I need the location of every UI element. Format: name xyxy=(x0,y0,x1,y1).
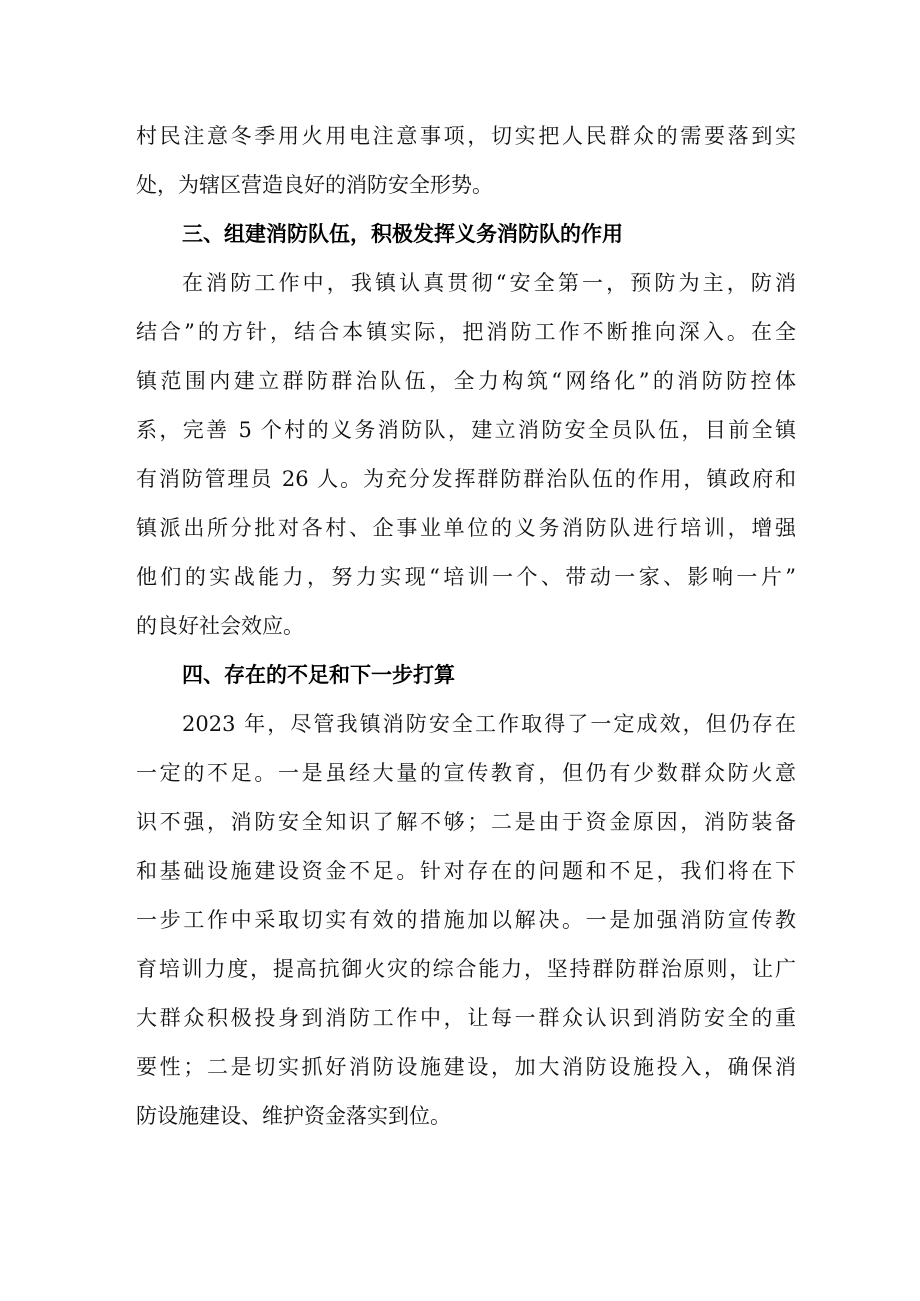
text-line: 处，为辖区营造良好的消防安全形势。 xyxy=(136,173,493,197)
section-heading-3: 三、组建消防队伍，积极发挥义务消防队的作用 xyxy=(182,222,623,246)
text-line: 一定的不足。一是虽经大量的宣传教育，但仍有少数群众防火意 xyxy=(136,761,796,785)
text-line: 镇派出所分批对各村、企事业单位的义务消防队进行培训，增强 xyxy=(136,516,796,540)
text-line: 防设施建设、维护资金落实到位。 xyxy=(136,1104,451,1128)
paragraph-shortcomings xyxy=(136,700,796,1141)
text-line: 的良好社会效应。 xyxy=(136,614,304,638)
paragraph-fire-brigade xyxy=(136,259,796,651)
section-heading-4: 四、存在的不足和下一步打算 xyxy=(182,663,455,687)
text-line: 镇范围内建立群防群治队伍，全力构筑“网络化”的消防防控体 xyxy=(136,369,796,393)
document-body xyxy=(136,112,796,1141)
text-line: 一步工作中采取切实有效的措施加以解决。一是加强消防宣传教 xyxy=(136,908,796,932)
paragraph-continuation xyxy=(136,112,796,210)
text-line: 系，完善 5 个村的义务消防队，建立消防安全员队伍，目前全镇 xyxy=(136,418,796,442)
text-line: 有消防管理员 26 人。为充分发挥群防群治队伍的作用，镇政府和 xyxy=(136,467,796,491)
text-line: 结合”的方针，结合本镇实际，把消防工作不断推向深入。在全 xyxy=(136,320,796,344)
text-line: 在消防工作中，我镇认真贯彻“安全第一，预防为主，防消 xyxy=(182,271,796,295)
text-line: 大群众积极投身到消防工作中，让每一群众认识到消防安全的重 xyxy=(136,1006,796,1030)
text-line: 育培训力度，提高抗御火灾的综合能力，坚持群防群治原则，让广 xyxy=(136,957,796,981)
text-line: 和基础设施建设资金不足。针对存在的问题和不足，我们将在下 xyxy=(136,859,796,883)
text-line: 2023 年，尽管我镇消防安全工作取得了一定成效，但仍存在 xyxy=(182,712,796,736)
text-line: 他们的实战能力，努力实现“培训一个、带动一家、影响一片” xyxy=(136,565,796,589)
text-line: 要性；二是切实抓好消防设施建设，加大消防设施投入，确保消 xyxy=(136,1055,796,1079)
text-line: 村民注意冬季用火用电注意事项，切实把人民群众的需要落到实 xyxy=(136,124,796,148)
text-line: 识不强，消防安全知识了解不够；二是由于资金原因，消防装备 xyxy=(136,810,796,834)
